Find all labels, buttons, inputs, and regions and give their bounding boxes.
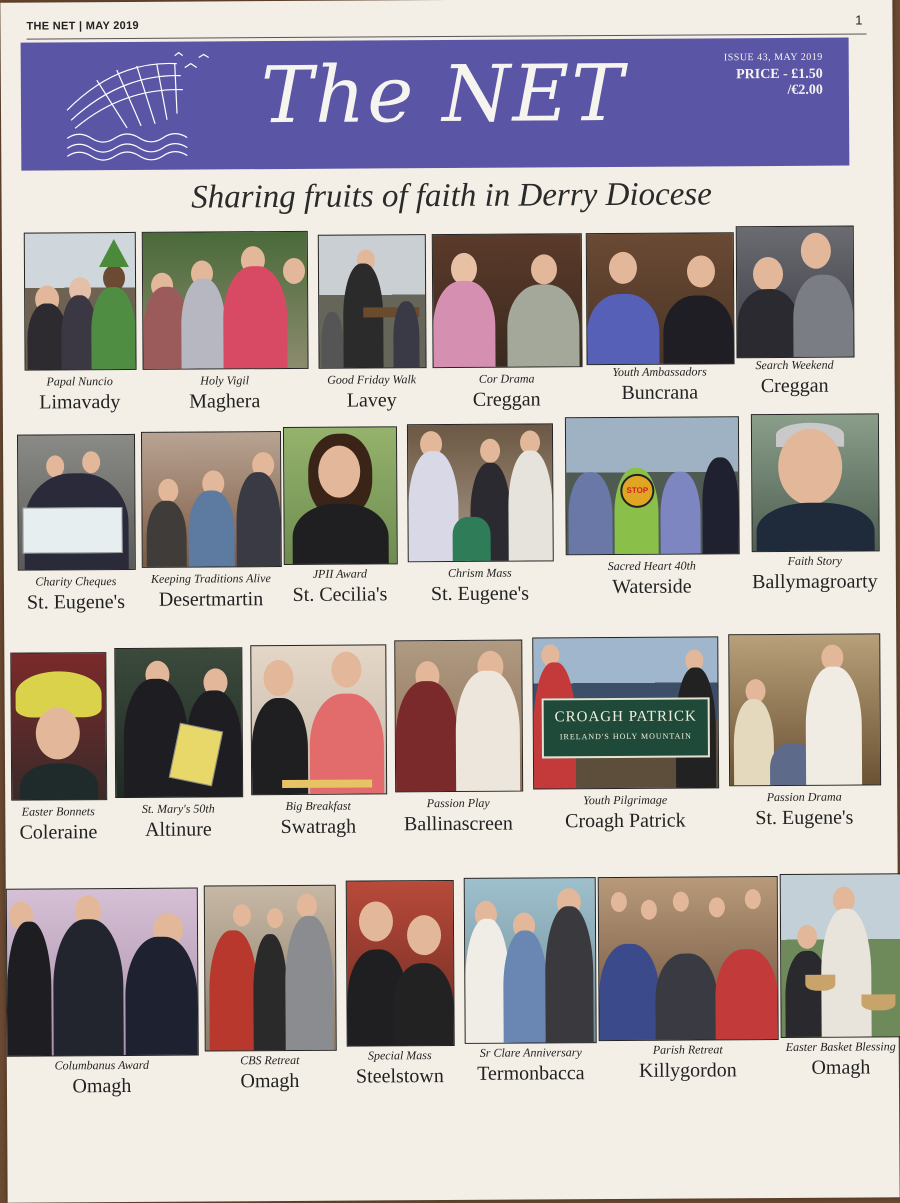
photo-keeping-traditions [141, 431, 282, 568]
caption-11 [566, 558, 738, 599]
caption-label: CBS Retreat [240, 1052, 300, 1068]
photo-chrism-mass [407, 423, 554, 562]
caption-9 [276, 566, 404, 607]
caption-12 [744, 553, 886, 594]
caption-label: Good Friday Walk [327, 372, 417, 387]
photo-passion-drama [728, 633, 881, 786]
masthead-title: The NET [260, 48, 626, 142]
caption-14 [105, 801, 251, 842]
caption-label: Holy Vigil [200, 373, 250, 388]
photo-papal-nuncio [24, 232, 137, 371]
running-title: THE NET | MAY 2019 [26, 19, 139, 33]
photo-sacred-heart [565, 416, 740, 555]
photo-big-breakfast [250, 644, 387, 795]
photo-special-mass [346, 880, 455, 1047]
caption-place: St. Eugene's [430, 582, 530, 606]
caption-label: JPII Award [312, 566, 368, 581]
running-header [26, 12, 866, 39]
caption-label: Special Mass [367, 1048, 432, 1063]
caption-place: Swatragh [280, 815, 357, 839]
photo-faith-story [751, 413, 880, 552]
net-logo-icon [57, 49, 218, 162]
photo-easter-bonnets [10, 652, 107, 801]
caption-label: Charity Cheques [35, 574, 117, 589]
photo-cbs-retreat [204, 885, 337, 1052]
caption-label: Youth Pilgrimage [583, 792, 668, 808]
price-gbp: PRICE - £1.50 [736, 66, 823, 83]
caption-1 [13, 374, 147, 415]
page-headline: Sharing fruits of faith in Derry Diocese [191, 176, 712, 216]
stop-sign-icon: STOP [620, 474, 654, 508]
caption-label: Chrism Mass [447, 565, 512, 581]
caption-place: Coleraine [19, 821, 98, 844]
caption-6 [733, 358, 857, 399]
caption-24 [777, 1039, 900, 1080]
caption-label: Easter Basket Blessing [785, 1039, 896, 1054]
photo-youth-pilgrimage [532, 636, 719, 789]
photo-sr-clare-anniversary [464, 877, 597, 1044]
caption-place: Ballymagroarty [752, 570, 878, 594]
photo-holy-vigil [142, 231, 309, 370]
caption-13 [0, 804, 117, 845]
caption-place: Maghera [189, 390, 261, 413]
photo-good-friday-walk [318, 234, 427, 369]
price-eur: /€2.00 [787, 82, 823, 98]
caption-place: Killygordon [638, 1059, 737, 1082]
caption-7 [8, 574, 144, 615]
caption-label: Easter Bonnets [21, 804, 95, 819]
caption-label: Papal Nuncio [46, 374, 113, 389]
caption-place: Limavady [39, 391, 121, 414]
caption-place: Termonbacca [477, 1062, 585, 1085]
photo-easter-basket [780, 873, 900, 1038]
caption-label: Youth Ambassadors [612, 364, 707, 380]
caption-place: Omagh [72, 1074, 132, 1098]
caption-label: Columbanus Award [54, 1057, 150, 1073]
caption-21 [339, 1048, 461, 1089]
caption-label: Sr Clare Anniversary [479, 1045, 582, 1060]
caption-label: Passion Play [426, 795, 490, 811]
caption-17 [533, 792, 717, 833]
caption-23 [603, 1042, 773, 1083]
caption-5 [587, 364, 733, 405]
caption-8 [136, 571, 286, 612]
caption-place: Omagh [811, 1056, 871, 1079]
caption-place: Omagh [240, 1069, 300, 1093]
caption-label: Faith Story [787, 553, 842, 568]
caption-place: Creggan [472, 388, 541, 411]
caption-18 [727, 789, 881, 830]
page-number: 1 [855, 12, 863, 28]
photo-youth-ambassadors [586, 232, 735, 365]
caption-label: Cor Drama [478, 371, 535, 386]
sign-subtitle: IRELAND'S HOLY MOUNTAIN [559, 731, 692, 742]
caption-label: St. Mary's 50th [141, 801, 215, 816]
photo-jpii-award [283, 426, 398, 565]
caption-label: Passion Drama [766, 789, 842, 805]
caption-place: Altinure [145, 818, 212, 841]
caption-place: St. Eugene's [755, 806, 854, 830]
caption-place: Steelstown [355, 1065, 444, 1088]
caption-label: Search Weekend [755, 357, 834, 373]
caption-label: Parish Retreat [652, 1042, 723, 1057]
caption-19 [13, 1058, 191, 1099]
caption-place: Buncrana [621, 381, 699, 404]
photo-st-marys-50th [114, 647, 243, 798]
masthead-banner [21, 38, 850, 171]
caption-place: Creggan [760, 374, 829, 398]
caption-4 [431, 371, 583, 412]
caption-place: Ballinascreen [403, 812, 513, 836]
caption-place: St. Cecilia's [292, 583, 388, 606]
caption-2 [145, 373, 305, 414]
sign-title: CROAGH PATRICK [554, 708, 697, 726]
issue-box [724, 52, 823, 100]
caption-15 [241, 798, 395, 839]
caption-place: Desertmartin [158, 588, 264, 611]
caption-16 [389, 796, 527, 837]
caption-place: Croagh Patrick [565, 809, 686, 833]
photo-passion-play [394, 640, 523, 793]
photo-columbanus-award [6, 888, 199, 1057]
caption-place: St. Eugene's [26, 590, 126, 614]
caption-3 [309, 372, 435, 413]
issue-number: ISSUE 43, MAY 2019 [723, 51, 823, 64]
caption-place: Lavey [346, 389, 397, 412]
photo-cor-drama [432, 233, 583, 368]
caption-22 [459, 1045, 603, 1086]
caption-place: Waterside [612, 575, 692, 599]
caption-label: Sacred Heart 40th [607, 558, 696, 574]
photo-search-weekend [736, 226, 855, 359]
caption-label: Keeping Traditions Alive [150, 571, 271, 586]
caption-label: Big Breakfast [285, 798, 351, 814]
caption-20 [201, 1053, 339, 1094]
photo-charity-cheques [17, 434, 136, 571]
caption-10 [404, 565, 556, 606]
croagh-patrick-sign [542, 697, 710, 758]
photo-parish-retreat [598, 876, 779, 1041]
